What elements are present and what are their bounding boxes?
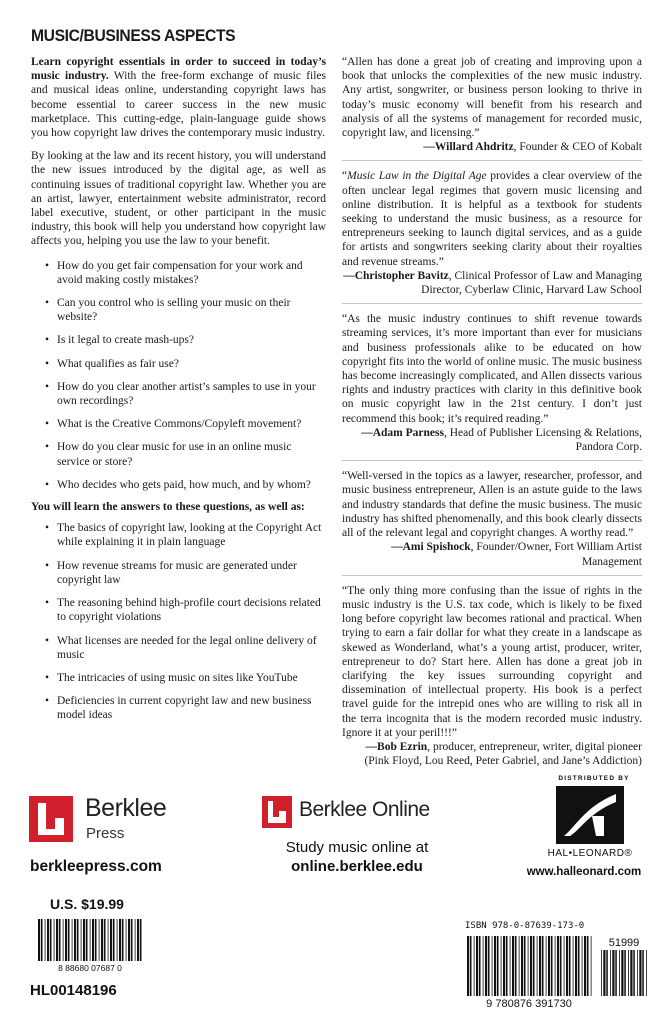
barcode-bar [63, 919, 64, 961]
barcode-bar [77, 919, 79, 961]
berklee-online-tagline: Study music online at [285, 839, 429, 856]
questions-list [31, 259, 326, 492]
testimonials-column [342, 55, 642, 782]
barcode-bar [68, 919, 70, 961]
testimonial-text: “The only thing more confusing than the issue of rights in the music industry is the U.S. tax code, which is likely to be fixed long before copyright law becomes rational and practical. When trying to earn a fair dollar for what they create in a landscape as skewed as Wonderland, what’s a young artist, producer, writer, entrepreneur to do? Start here. Allen has done a great job in clarifying the key issues surrounding copyright and dissemination of intellectual property. His book is a perfect travel guide for the intrepid ones who are willing to risk all in the terra incognita that is the modern recorded music industry. Ignore it at your peril!!!” [342, 584, 642, 739]
isbn-digits: 9 780876 391730 [486, 998, 572, 1010]
barcode-bar [131, 919, 133, 961]
price-code-bars [601, 950, 647, 996]
barcode-bar [467, 936, 469, 996]
testimonial-author: —Adam Parness [361, 426, 444, 439]
barcode-bar [110, 919, 112, 961]
barcode-bar [564, 936, 565, 996]
learn-item: • The basics of copyright law, looking at the Copyright Act while explaining it in plain language [45, 521, 326, 549]
barcode-bar [476, 936, 478, 996]
barcode-bar [530, 936, 532, 996]
testimonial-text: “Music Law in the Digital Age provides a clear overview of the often unclear legal regimes that govern music licensing and online distribution. It is helpful as a textbook for students seeking to understand the music business, as a resource for entrepreneurs seeking to launch digital services, and as a guide for artists and songwriters seeking clarity about their royalties and revenue streams.” [342, 170, 642, 268]
hal-leonard-logo-icon [556, 786, 624, 844]
isbn-label: ISBN 978-0-87639-173-0 [465, 921, 585, 931]
testimonial [342, 584, 642, 775]
testimonial-author: —Christopher Bavitz [343, 269, 449, 282]
learn-item: • How revenue streams for music are generated under copyright law [45, 559, 326, 587]
barcode-bar [515, 936, 517, 996]
barcode-bar [90, 919, 91, 961]
testimonial [342, 55, 642, 161]
barcode-bar [584, 936, 586, 996]
testimonial [342, 169, 642, 304]
learn-list [31, 521, 326, 722]
hl-product-code: HL00148196 [30, 982, 117, 999]
testimonial-text: “Allen has done a great job of creating and improving upon a book that unlocks the complexities of the new music industry. Any artist, songwriter, or business person looking to thrive in today’s music economy will benefit from his research and analysis of all the systems of management for recorded music, copyright law, and licensing.” [342, 56, 642, 140]
barcode-bar [483, 936, 484, 996]
berklee-online-name: Berklee Online [299, 798, 430, 821]
question-item: • How do you clear another artist’s samples to use in your own recordings? [45, 380, 326, 408]
question-item: • Can you control who is selling your music on their website? [45, 296, 326, 324]
learn-item: • Deficiencies in current copyright law and new business model ideas [45, 694, 326, 722]
berklee-online-logo-icon [262, 796, 292, 828]
testimonial-attribution [342, 740, 642, 768]
testimonial [342, 312, 642, 461]
isbn-barcode [459, 934, 659, 1010]
distributed-by-label: DISTRIBUTED BY [558, 775, 630, 782]
barcode-bar [642, 950, 644, 996]
question-item: • How do you clear music for use in an online music service or store? [45, 440, 326, 468]
barcode-bar [630, 950, 632, 996]
barcode-bar [542, 936, 544, 996]
barcode-bar [38, 919, 40, 961]
barcode-bar [512, 936, 514, 996]
barcode-bar [104, 919, 106, 961]
barcode-bar [117, 919, 118, 961]
barcode-bar [137, 919, 139, 961]
barcode-bar [485, 936, 487, 996]
barcode-bar [494, 936, 496, 996]
barcode-bar [603, 950, 605, 996]
upc-barcode-bars [38, 919, 142, 961]
barcode-bar [537, 936, 538, 996]
question-item: • What qualifies as fair use? [45, 357, 326, 371]
barcode-bar [628, 950, 629, 996]
berklee-press-name: Berklee [85, 794, 167, 822]
barcode-bar [615, 950, 617, 996]
price-label: U.S. $19.99 [50, 896, 124, 912]
testimonial-role: , Founder/Owner, Fort William Artist Management [470, 541, 642, 568]
barcode-bar [128, 919, 130, 961]
barcode-bar [591, 936, 592, 996]
barcode-bar [122, 919, 124, 961]
testimonial [342, 469, 642, 575]
testimonial-author: —Willard Ahdritz [423, 141, 514, 154]
question-item: • Who decides who gets paid, how much, and by whom? [45, 478, 326, 492]
barcode-bar [92, 919, 94, 961]
barcode-bar [587, 936, 589, 996]
barcode-bar [633, 950, 635, 996]
left-column [31, 55, 326, 732]
upc-digits: 8 88680 07687 0 [58, 963, 122, 973]
testimonial-author: —Ami Spishock [391, 541, 471, 554]
learn-heading: You will learn the answers to these questions, as well as: [31, 501, 305, 514]
barcode-bar [479, 936, 481, 996]
book-title: Music Law in the Digital Age [347, 170, 487, 183]
barcode-bar [573, 936, 574, 996]
barcode-bar [140, 919, 142, 961]
barcode-bar [533, 936, 535, 996]
barcode-bar [45, 919, 46, 961]
learn-item: • The reasoning behind high-profile court decisions related to copyright violations [45, 596, 326, 624]
barcode-bar [519, 936, 520, 996]
barcode-bar [72, 919, 73, 961]
barcode-bar [582, 936, 583, 996]
isbn-barcode-bars [467, 936, 592, 996]
barcode-bar [566, 936, 568, 996]
question-item: • Is it legal to create mash-ups? [45, 333, 326, 347]
intro-rest: With the free-form exchange of music files and musical ideas online, understanding copyright laws has become essential to career success in the new music marketplace. This cutting-edge, plain-language guide shows you how copyright law drives the contemporary music industry. [31, 70, 326, 140]
barcode-bar [555, 936, 556, 996]
barcode-bar [578, 936, 580, 996]
barcode-bar [65, 919, 67, 961]
barcode-bar [492, 936, 493, 996]
testimonial-role: , Founder & CEO of Kobalt [513, 141, 642, 154]
barcode-bar [113, 919, 115, 961]
barcode-bar [551, 936, 553, 996]
testimonial-attribution [342, 426, 642, 454]
barcode-bar [621, 950, 623, 996]
testimonial-author: —Bob Ezrin [365, 740, 428, 753]
barcode-bar [119, 919, 121, 961]
barcode-bar [501, 936, 502, 996]
barcode-bar [619, 950, 620, 996]
barcode-bar [612, 950, 614, 996]
barcode-bar [624, 950, 626, 996]
testimonial-attribution [342, 540, 642, 568]
intro-paragraph [31, 55, 326, 140]
barcode-bar [108, 919, 109, 961]
testimonial-role: , producer, entrepreneur, writer, digital pioneer (Pink Floyd, Lou Reed, Peter Gabriel, and Jane’s Addiction) [364, 740, 642, 768]
description-paragraph: By looking at the law and its recent history, you will understand the new issues introduced by the digital age, as well as continuing issues of traditional copyright law. Whether you are an artist, lawyer, entertainment website administrator, record label executive, student, or other participant in the music industry, this book will help you understand how copyright law affects you, helping you use the law to your benefit. [31, 150, 326, 248]
barcode-bar [528, 936, 529, 996]
barcode-bar [548, 936, 550, 996]
barcode-bar [126, 919, 127, 961]
testimonial-text: “Well-versed in the topics as a lawyer, researcher, professor, and music business entrepreneur, Allen is an astute guide to the laws and industry standards that define the music business. The music industry has shifted phenomenally, and this book clearly dissects all of the relevant legal and copyright changes. A worthy read.” [342, 470, 642, 540]
barcode-bar [54, 919, 55, 961]
berklee-press-logo-icon [29, 796, 73, 842]
hal-leonard-url: www.halleonard.com [526, 866, 642, 878]
testimonial-attribution [342, 269, 642, 297]
barcode-bar [50, 919, 52, 961]
barcode-bar [569, 936, 571, 996]
barcode-bar [47, 919, 49, 961]
isbn-price-code: 51999 [608, 937, 640, 949]
barcode-bar [646, 950, 647, 996]
barcode-bar [497, 936, 499, 996]
testimonial-role: , Clinical Professor of Law and Managing Director, Cyberlaw Clinic, Harvard Law School [421, 269, 642, 297]
barcode-bar [510, 936, 511, 996]
barcode-bar [488, 936, 490, 996]
berklee-press-url: berkleepress.com [30, 858, 162, 875]
barcode-bar [557, 936, 559, 996]
berklee-press-sub: Press [86, 825, 125, 842]
question-item: • What is the Creative Commons/Copyleft movement? [45, 417, 326, 431]
upc-barcode [30, 917, 150, 973]
berklee-online-url: online.berklee.edu [291, 858, 423, 875]
barcode-bar [135, 919, 136, 961]
barcode-bar [86, 919, 88, 961]
barcode-bar [506, 936, 508, 996]
barcode-bar [546, 936, 547, 996]
barcode-bar [81, 919, 82, 961]
barcode-bar [95, 919, 97, 961]
barcode-bar [503, 936, 505, 996]
barcode-bar [83, 919, 85, 961]
barcode-bar [99, 919, 100, 961]
barcode-bar [606, 950, 608, 996]
barcode-bar [539, 936, 541, 996]
intro-lead: Learn copyright essentials in order to succeed in today’s music industry. [31, 56, 326, 83]
testimonial-body: provides a clear overview of the often unclear legal regimes that govern music licensing and online distribution. It is helpful as a textbook for students seeking to understand the music business, as a resource for entrepreneurs seeking to launch digital services, and as a guide for artists and songwriters seeking clarity about their royalties and revenue streams.” [342, 170, 642, 268]
barcode-bar [41, 919, 43, 961]
question-item: • How do you get fair compensation for your work and avoid making costly mistakes? [45, 259, 326, 287]
barcode-bar [59, 919, 61, 961]
barcode-bar [474, 936, 475, 996]
barcode-bar [521, 936, 523, 996]
hal-leonard-name: HAL•LEONARD® [547, 848, 633, 859]
testimonial-attribution [342, 140, 642, 154]
testimonial-text: “As the music industry continues to shift revenue towards streaming services, it’s more important than ever for musicians and business professionals alike to be educated on how copyright fits into the world of online music. The music business has become increasingly complicated, and Allen dissects various rights and industry practices with clarity in this definitive book on music copyright law in the 21st century. I don’t just recommend this book; it’s required reading.” [342, 313, 642, 425]
barcode-bar [601, 950, 602, 996]
barcode-bar [575, 936, 577, 996]
barcode-bar [524, 936, 526, 996]
barcode-bar [637, 950, 638, 996]
section-heading: MUSIC/BUSINESS ASPECTS [31, 26, 236, 45]
barcode-bar [470, 936, 472, 996]
barcode-bar [101, 919, 103, 961]
learn-item: • The intricacies of using music on sites like YouTube [45, 671, 326, 685]
learn-item: • What licenses are needed for the legal online delivery of music [45, 634, 326, 662]
barcode-bar [56, 919, 58, 961]
barcode-bar [639, 950, 641, 996]
barcode-bar [74, 919, 76, 961]
barcode-bar [560, 936, 562, 996]
barcode-bar [610, 950, 611, 996]
testimonial-role: , Head of Publisher Licensing & Relations, Pandora Corp. [443, 426, 642, 454]
